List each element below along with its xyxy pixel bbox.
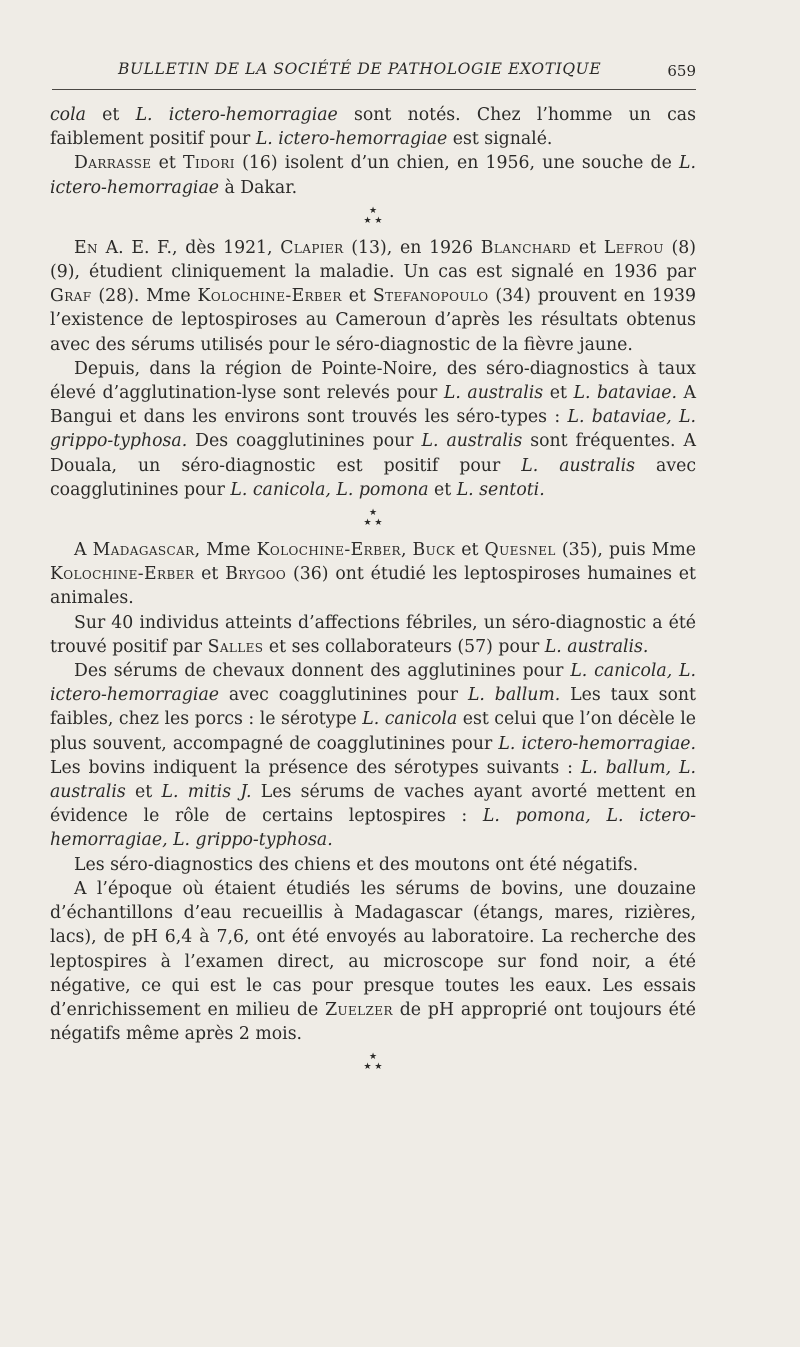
paragraph: A Madagascar, Mme Kolochine-Erber, Buck et Quesnel (35), puis Mme Kolochine-Erber et Brygoo (36) ont étudié les leptospiroses humaines et animales. <box>50 540 696 609</box>
section-separator <box>50 1052 696 1072</box>
paragraph: cola et L. ictero-hemorragiae sont notés. Chez l’homme un cas faiblement positif pour L. ictero-hemorragiae est signalé. <box>50 105 696 150</box>
star-icon: ★ <box>368 1052 378 1063</box>
stars-icon: ★ ★ <box>363 1062 383 1073</box>
page-number: 659 <box>667 62 696 80</box>
star-icon: ★ <box>368 205 378 216</box>
header-rule <box>52 89 696 90</box>
section-separator <box>50 206 696 226</box>
paragraph: Les séro-diagnostics des chiens et des moutons ont été négatifs. <box>74 854 639 875</box>
stars-icon: ★ ★ <box>363 518 383 529</box>
paragraph: A l’époque où étaient étudiés les sérums de bovins, une douzaine d’échantillons d’eau recueillis à Madagascar (étangs, mares, rizières, lacs), de pH 6,4 à 7,6, ont été envoyés au laboratoire. La recherche des leptospires à l’examen direct, au microscope sur fond noir, a été négative, ce qui est le cas pour presque toutes les eaux. Les essais d’enrichissement en milieu de Zuelzer de pH approprié ont toujours été négatifs même après 2 mois. <box>50 878 696 1045</box>
stars-icon: ★ ★ <box>363 215 383 226</box>
paragraph: En A. E. F., dès 1921, Clapier (13), en 1926 Blanchard et Lefrou (8) (9), étudient cliniquement la maladie. Un cas est signalé en 1936 par Graf (28). Mme Kolochine-Erber et Stefanopoulo (34) prouvent en 1939 l’existence de leptospiroses au Cameroun d’après les résultats obtenus avec des sérums utilisés pour le séro-diagnostic de la fièvre jaune. <box>50 237 696 355</box>
paragraph: Depuis, dans la région de Pointe-Noire, des séro-diagnostics à taux élevé d’agglutination-lyse sont relevés pour L. australis et L. bataviae. A Bangui et dans les environs sont trouvés les séro-types : L. bataviae, L. grippo-typhosa. Des coagglutinines pour L. australis sont fréquentes. A Douala, un séro-diagnostic est positif pour L. australis avec coagglutinines pour L. canicola, L. pomona et L. sentoti. <box>50 358 697 500</box>
article-body <box>50 103 696 1082</box>
page-header <box>52 60 696 90</box>
star-icon: ★ <box>368 508 378 519</box>
paragraph: Darrasse et Tidori (16) isolent d’un chien, en 1956, une souche de L. ictero-hemorragiae à Dakar. <box>50 153 696 198</box>
paragraph: Sur 40 individus atteints d’affections fébriles, un séro-diagnostic a été trouvé positif par Salles et ses collaborateurs (57) pour L. australis. <box>50 612 696 657</box>
running-title: BULLETIN DE LA SOCIÉTÉ DE PATHOLOGIE EXOTIQUE <box>118 60 602 78</box>
section-separator <box>50 508 696 528</box>
paragraph: Des sérums de chevaux donnent des agglutinines pour L. canicola, L. ictero-hemorragiae avec coagglutinines pour L. ballum. Les taux sont faibles, chez les porcs : le sérotype L. canicola est celui que l’on décèle le plus souvent, accompagné de coagglutinines pour L. ictero-hemorragiae. Les bovins indiquent la présence des sérotypes suivants : L. ballum, L. australis et L. mitis J. Les sérums de vaches ayant avorté mettent en évidence le rôle de certains leptospires : L. pomona, L. ictero-hemorragiae, L. grippo-typhosa. <box>50 661 697 851</box>
